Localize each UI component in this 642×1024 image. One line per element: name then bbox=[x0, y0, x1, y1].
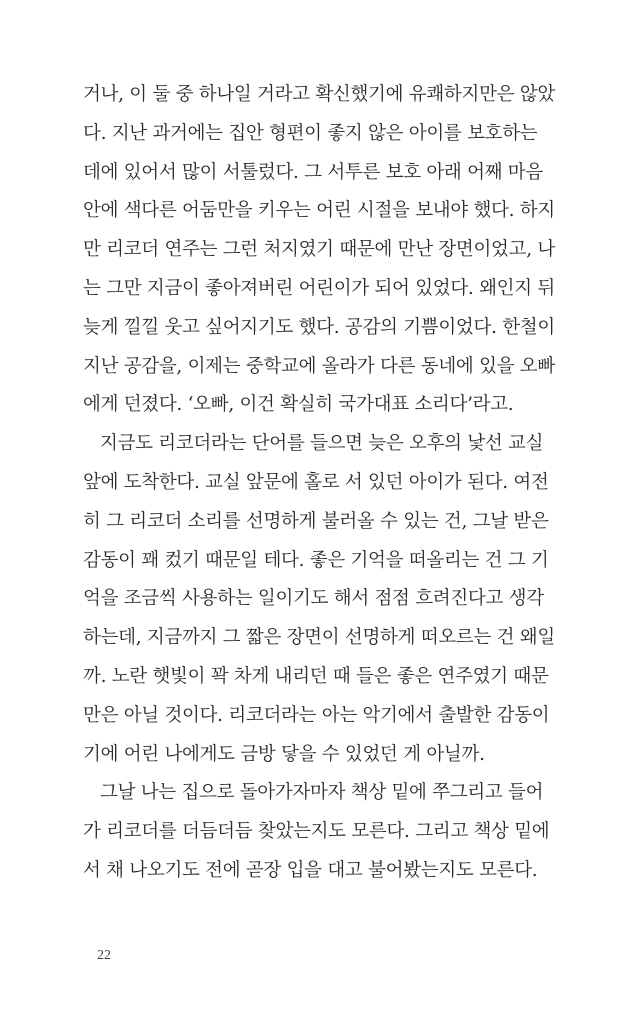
text-line: 다. 지난 과거에는 집안 형편이 좋지 않은 아이를 보호하는 bbox=[83, 122, 538, 144]
text-line: 서 채 나오기도 전에 곧장 입을 대고 불어봤는지도 모른다. bbox=[83, 859, 538, 881]
text-line: 만은 아닐 것이다. 리코더라는 아는 악기에서 출발한 감동이 bbox=[83, 704, 550, 726]
text-line: 감동이 꽤 컸기 때문일 테다. 좋은 기억을 떠올리는 건 그 기 bbox=[83, 549, 549, 571]
text-line: 하는데, 지금까지 그 짧은 장면이 선명하게 떠오르는 건 왜일 bbox=[83, 627, 555, 649]
text-line: 히 그 리코더 소리를 선명하게 불러올 수 있는 건, 그날 받은 bbox=[83, 510, 549, 532]
text-line: 기에 어린 나에게도 금방 닿을 수 있었던 게 아닐까. bbox=[83, 743, 485, 765]
text-line: 에게 던졌다. ‘오빠, 이건 확실히 국가대표 소리다’라고. bbox=[83, 394, 514, 416]
text-line: 는 그만 지금이 좋아져버린 어린이가 되어 있었다. 왜인지 뒤 bbox=[83, 277, 555, 299]
text-line: 억을 조금씩 사용하는 일이기도 해서 점점 흐려진다고 생각 bbox=[83, 588, 544, 610]
paragraph-2 bbox=[83, 425, 555, 774]
text-line: 앞에 도착한다. 교실 앞문에 홀로 서 있던 아이가 된다. 여전 bbox=[83, 471, 549, 493]
paragraph-1 bbox=[83, 76, 555, 425]
page-number: 22 bbox=[97, 948, 111, 963]
text-line: 만 리코더 연주는 그런 처지였기 때문에 만난 장면이었고, 나 bbox=[83, 239, 555, 261]
paragraph-3 bbox=[83, 774, 550, 890]
text-line: 안에 색다른 어둠만을 키우는 어린 시절을 보내야 했다. 하지 bbox=[83, 200, 555, 222]
text-line: 늦게 낄낄 웃고 싶어지기도 했다. 공감의 기쁨이었다. 한철이 bbox=[83, 316, 555, 338]
text-line: 지금도 리코더라는 단어를 들으면 늦은 오후의 낯선 교실 bbox=[100, 433, 544, 455]
text-line: 데에 있어서 많이 서툴렀다. 그 서투른 보호 아래 어째 마음 bbox=[83, 161, 543, 183]
text-line: 그날 나는 집으로 돌아가자마자 책상 밑에 쭈그리고 들어 bbox=[100, 782, 544, 804]
text-line: 까. 노란 햇빛이 꽉 차게 내리던 때 들은 좋은 연주였기 때문 bbox=[83, 665, 549, 687]
text-line: 가 리코더를 더듬더듬 찾았는지도 모른다. 그리고 책상 밑에 bbox=[83, 821, 550, 843]
text-line: 지난 공감을, 이제는 중학교에 올라가 다른 동네에 있을 오빠 bbox=[83, 355, 555, 377]
text-line: 거나, 이 둘 중 하나일 거라고 확신했기에 유쾌하지만은 않았 bbox=[83, 84, 555, 105]
body-text bbox=[83, 76, 555, 891]
